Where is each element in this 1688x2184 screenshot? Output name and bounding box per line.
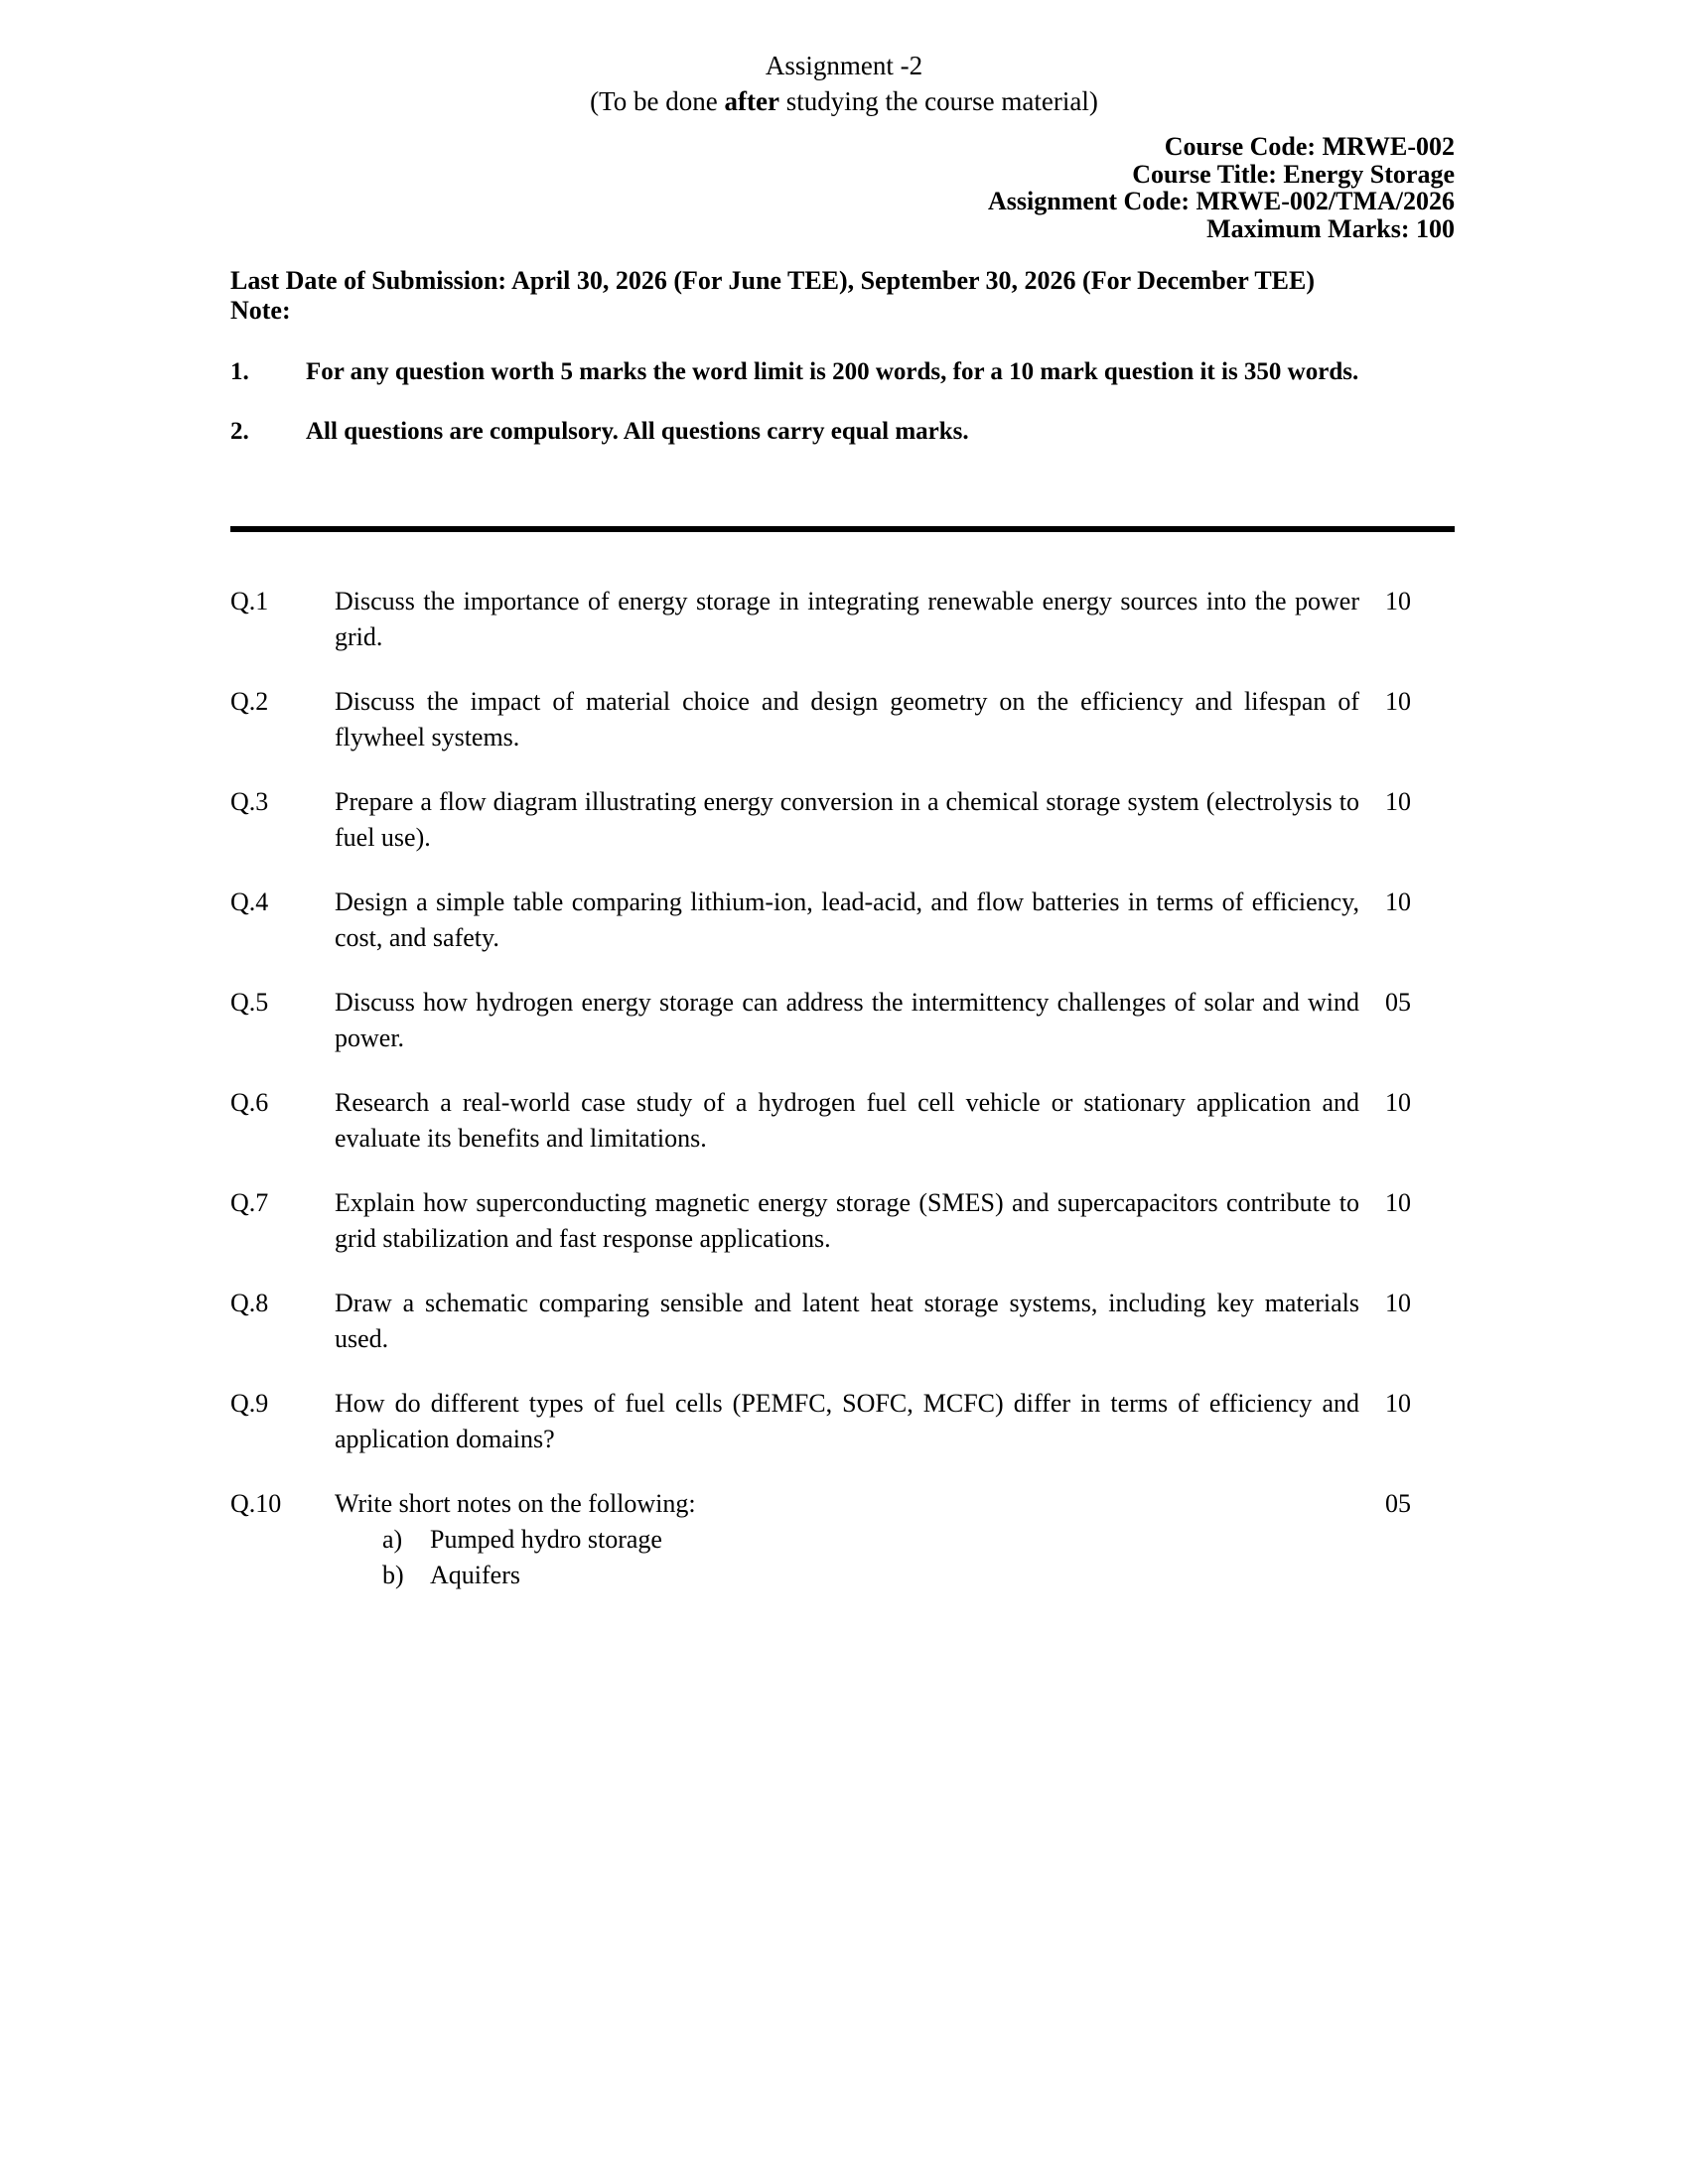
question-text: Write short notes on the following: — [335, 1489, 696, 1518]
note-text: All questions are compulsory. All questions carry equal marks. — [306, 418, 969, 445]
sublist-item — [335, 1522, 1359, 1558]
question-marks: 05 — [1385, 988, 1411, 1017]
question-label: Q.6 — [230, 1088, 269, 1117]
question-row — [230, 985, 1455, 1056]
question-row — [230, 1286, 1455, 1357]
question-marks: 10 — [1385, 1389, 1411, 1418]
submission-block — [230, 266, 1455, 326]
question-label: Q.2 — [230, 687, 269, 716]
sublist-item — [335, 1558, 1359, 1593]
question-row — [230, 885, 1455, 956]
question-text: How do different types of fuel cells (PEMFC, SOFC, MCFC) differ in terms of efficiency and application domains? — [335, 1389, 1359, 1453]
question-marks: 10 — [1385, 1188, 1411, 1217]
question-text: Discuss how hydrogen energy storage can address the intermittency challenges of solar and wind power. — [335, 988, 1359, 1052]
question-label: Q.10 — [230, 1489, 282, 1518]
subtitle-prefix: (To be done — [590, 86, 725, 116]
question-text-with-sublist — [335, 1486, 1385, 1593]
note-item — [230, 415, 1455, 449]
question-text: Discuss the importance of energy storage in integrating renewable energy sources into the power grid. — [335, 587, 1359, 651]
note-number: 2. — [230, 418, 249, 445]
sublist-text: Aquifers — [430, 1561, 520, 1589]
question-row — [230, 1486, 1455, 1593]
question-text: Research a real-world case study of a hydrogen fuel cell vehicle or stationary application and evaluate its benefits and limitations. — [335, 1088, 1359, 1153]
assignment-subtitle — [0, 83, 1688, 119]
question-text: Explain how superconducting magnetic energy storage (SMES) and supercapacitors contribute to grid stabilization and fast response applications. — [335, 1188, 1359, 1253]
question-label: Q.3 — [230, 787, 269, 816]
question-row — [230, 784, 1455, 856]
maximum-marks: Maximum Marks: 100 — [1206, 213, 1455, 243]
question-marks: 10 — [1385, 587, 1411, 615]
question-row — [230, 684, 1455, 755]
course-title: Course Title: Energy Storage — [1132, 159, 1455, 189]
page-title — [0, 48, 1688, 119]
question-label: Q.1 — [230, 587, 269, 615]
question-label: Q.9 — [230, 1389, 269, 1418]
question-marks: 10 — [1385, 1289, 1411, 1317]
question-label: Q.8 — [230, 1289, 269, 1317]
note-number: 1. — [230, 358, 249, 385]
sublist-text: Pumped hydro storage — [430, 1525, 662, 1554]
question-marks: 05 — [1385, 1489, 1411, 1518]
questions-list — [230, 584, 1455, 1622]
question-sublist — [335, 1522, 1359, 1593]
last-date-of-submission: Last Date of Submission: April 30, 2026 (For June TEE), September 30, 2026 (For December TEE) — [230, 266, 1315, 295]
question-text: Draw a schematic comparing sensible and latent heat storage systems, including key materials used. — [335, 1289, 1359, 1353]
question-marks: 10 — [1385, 787, 1411, 816]
note-item — [230, 355, 1455, 389]
question-marks: 10 — [1385, 687, 1411, 716]
question-text: Prepare a flow diagram illustrating energy conversion in a chemical storage system (electrolysis to fuel use). — [335, 787, 1359, 852]
question-text: Design a simple table comparing lithium-ion, lead-acid, and flow batteries in terms of efficiency, cost, and safety. — [335, 887, 1359, 952]
question-label: Q.4 — [230, 887, 269, 916]
question-row — [230, 1386, 1455, 1457]
question-row — [230, 1085, 1455, 1157]
sublist-marker: a) — [382, 1525, 403, 1554]
sublist-marker: b) — [382, 1561, 404, 1589]
note-text: For any question worth 5 marks the word limit is 200 words, for a 10 mark question it is 350 words. — [306, 358, 1359, 385]
question-marks: 10 — [1385, 887, 1411, 916]
question-row — [230, 1185, 1455, 1257]
question-marks: 10 — [1385, 1088, 1411, 1117]
question-label: Q.5 — [230, 988, 269, 1017]
subtitle-suffix: studying the course material) — [778, 86, 1098, 116]
notes-list — [230, 355, 1455, 475]
course-code: Course Code: MRWE-002 — [1164, 132, 1455, 161]
subtitle-emphasis: after — [724, 86, 779, 116]
question-text: Discuss the impact of material choice and design geometry on the efficiency and lifespan of flywheel systems. — [335, 687, 1359, 751]
note-label: Note: — [230, 296, 291, 325]
assignment-title: Assignment -2 — [765, 51, 923, 80]
question-row — [230, 584, 1455, 655]
course-meta-block — [230, 133, 1455, 242]
question-label: Q.7 — [230, 1188, 269, 1217]
assignment-code: Assignment Code: MRWE-002/TMA/2026 — [988, 187, 1455, 215]
horizontal-divider — [230, 526, 1455, 532]
